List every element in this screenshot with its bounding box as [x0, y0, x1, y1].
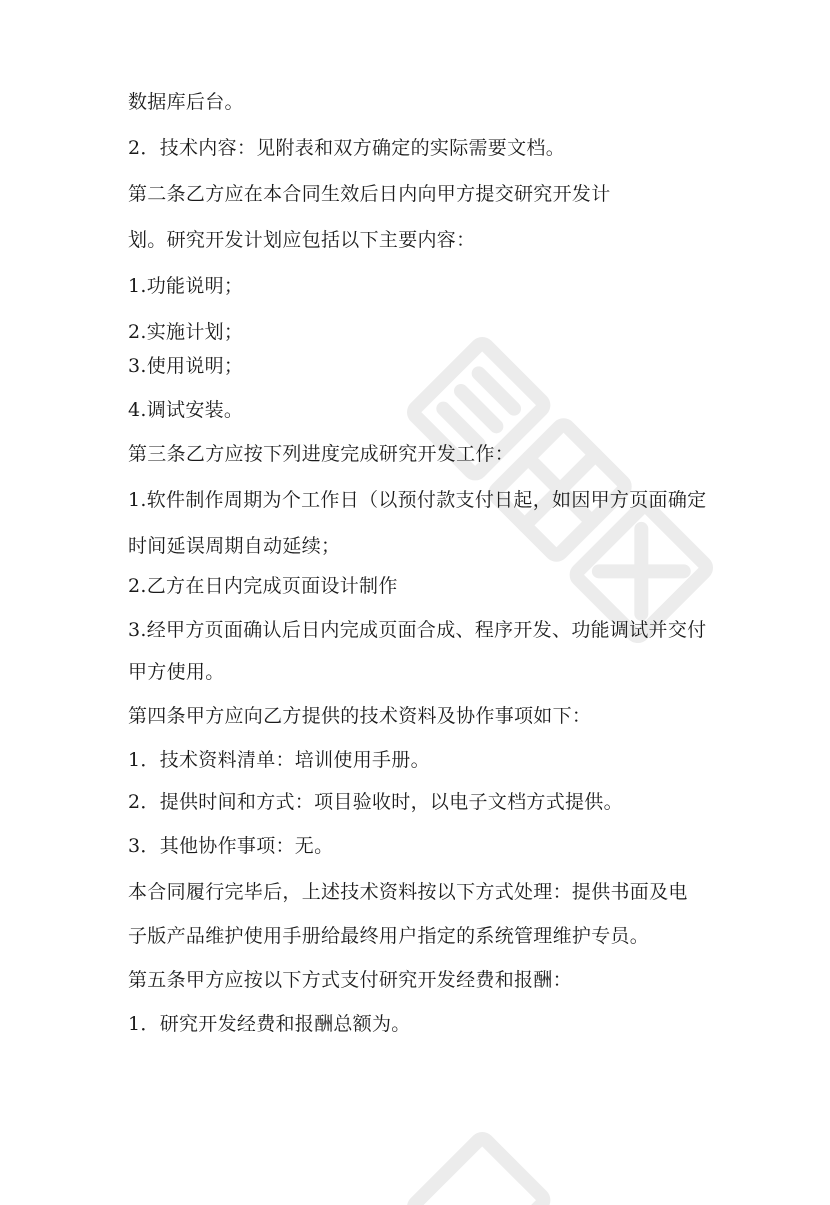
text-line: 第四条甲方应向乙方提供的技术资料及协作事项如下： [128, 705, 592, 727]
text-line: 第二条乙方应在本合同生效后日内向甲方提交研究开发计 [128, 183, 611, 205]
text-line: 3．其他协作事项：无。 [128, 835, 334, 857]
text-line: 1.软件制作周期为个工作日（以预付款支付日起，如因甲方页面确定 [128, 489, 707, 511]
text-line: 子版产品维护使用手册给最终用户指定的系统管理维护专员。 [128, 925, 650, 947]
text-line: 2.实施计划； [128, 321, 244, 343]
text-line: 4.调试安装。 [128, 399, 244, 421]
text-line: 甲方使用。 [128, 661, 225, 683]
text-line: 1.功能说明； [128, 275, 244, 297]
text-line: 划。研究开发计划应包括以下主要内容： [128, 229, 476, 251]
text-line: 3.使用说明； [128, 355, 244, 377]
text-line: 本合同履行完毕后，上述技术资料按以下方式处理：提供书面及电 [128, 881, 688, 903]
text-line: 数据库后台。 [128, 91, 244, 113]
text-line: 1．技术资料清单：培训使用手册。 [128, 749, 430, 771]
text-line: 2.乙方在日内完成页面设计制作 [128, 575, 398, 597]
text-line: 2．提供时间和方式：项目验收时，以电子文档方式提供。 [128, 791, 623, 813]
text-line: 时间延误周期自动延续； [128, 535, 341, 557]
text-line: 2．技术内容：见附表和双方确定的实际需要文档。 [128, 137, 565, 159]
text-line: 1．研究开发经费和报酬总额为。 [128, 1013, 411, 1035]
text-line: 第三条乙方应按下列进度完成研究开发工作： [128, 443, 515, 465]
text-line: 第五条甲方应按以下方式支付研究开发经费和报酬： [128, 969, 572, 991]
text-line: 3.经甲方页面确认后日内完成页面合成、程序开发、功能调试并交付 [128, 619, 707, 641]
